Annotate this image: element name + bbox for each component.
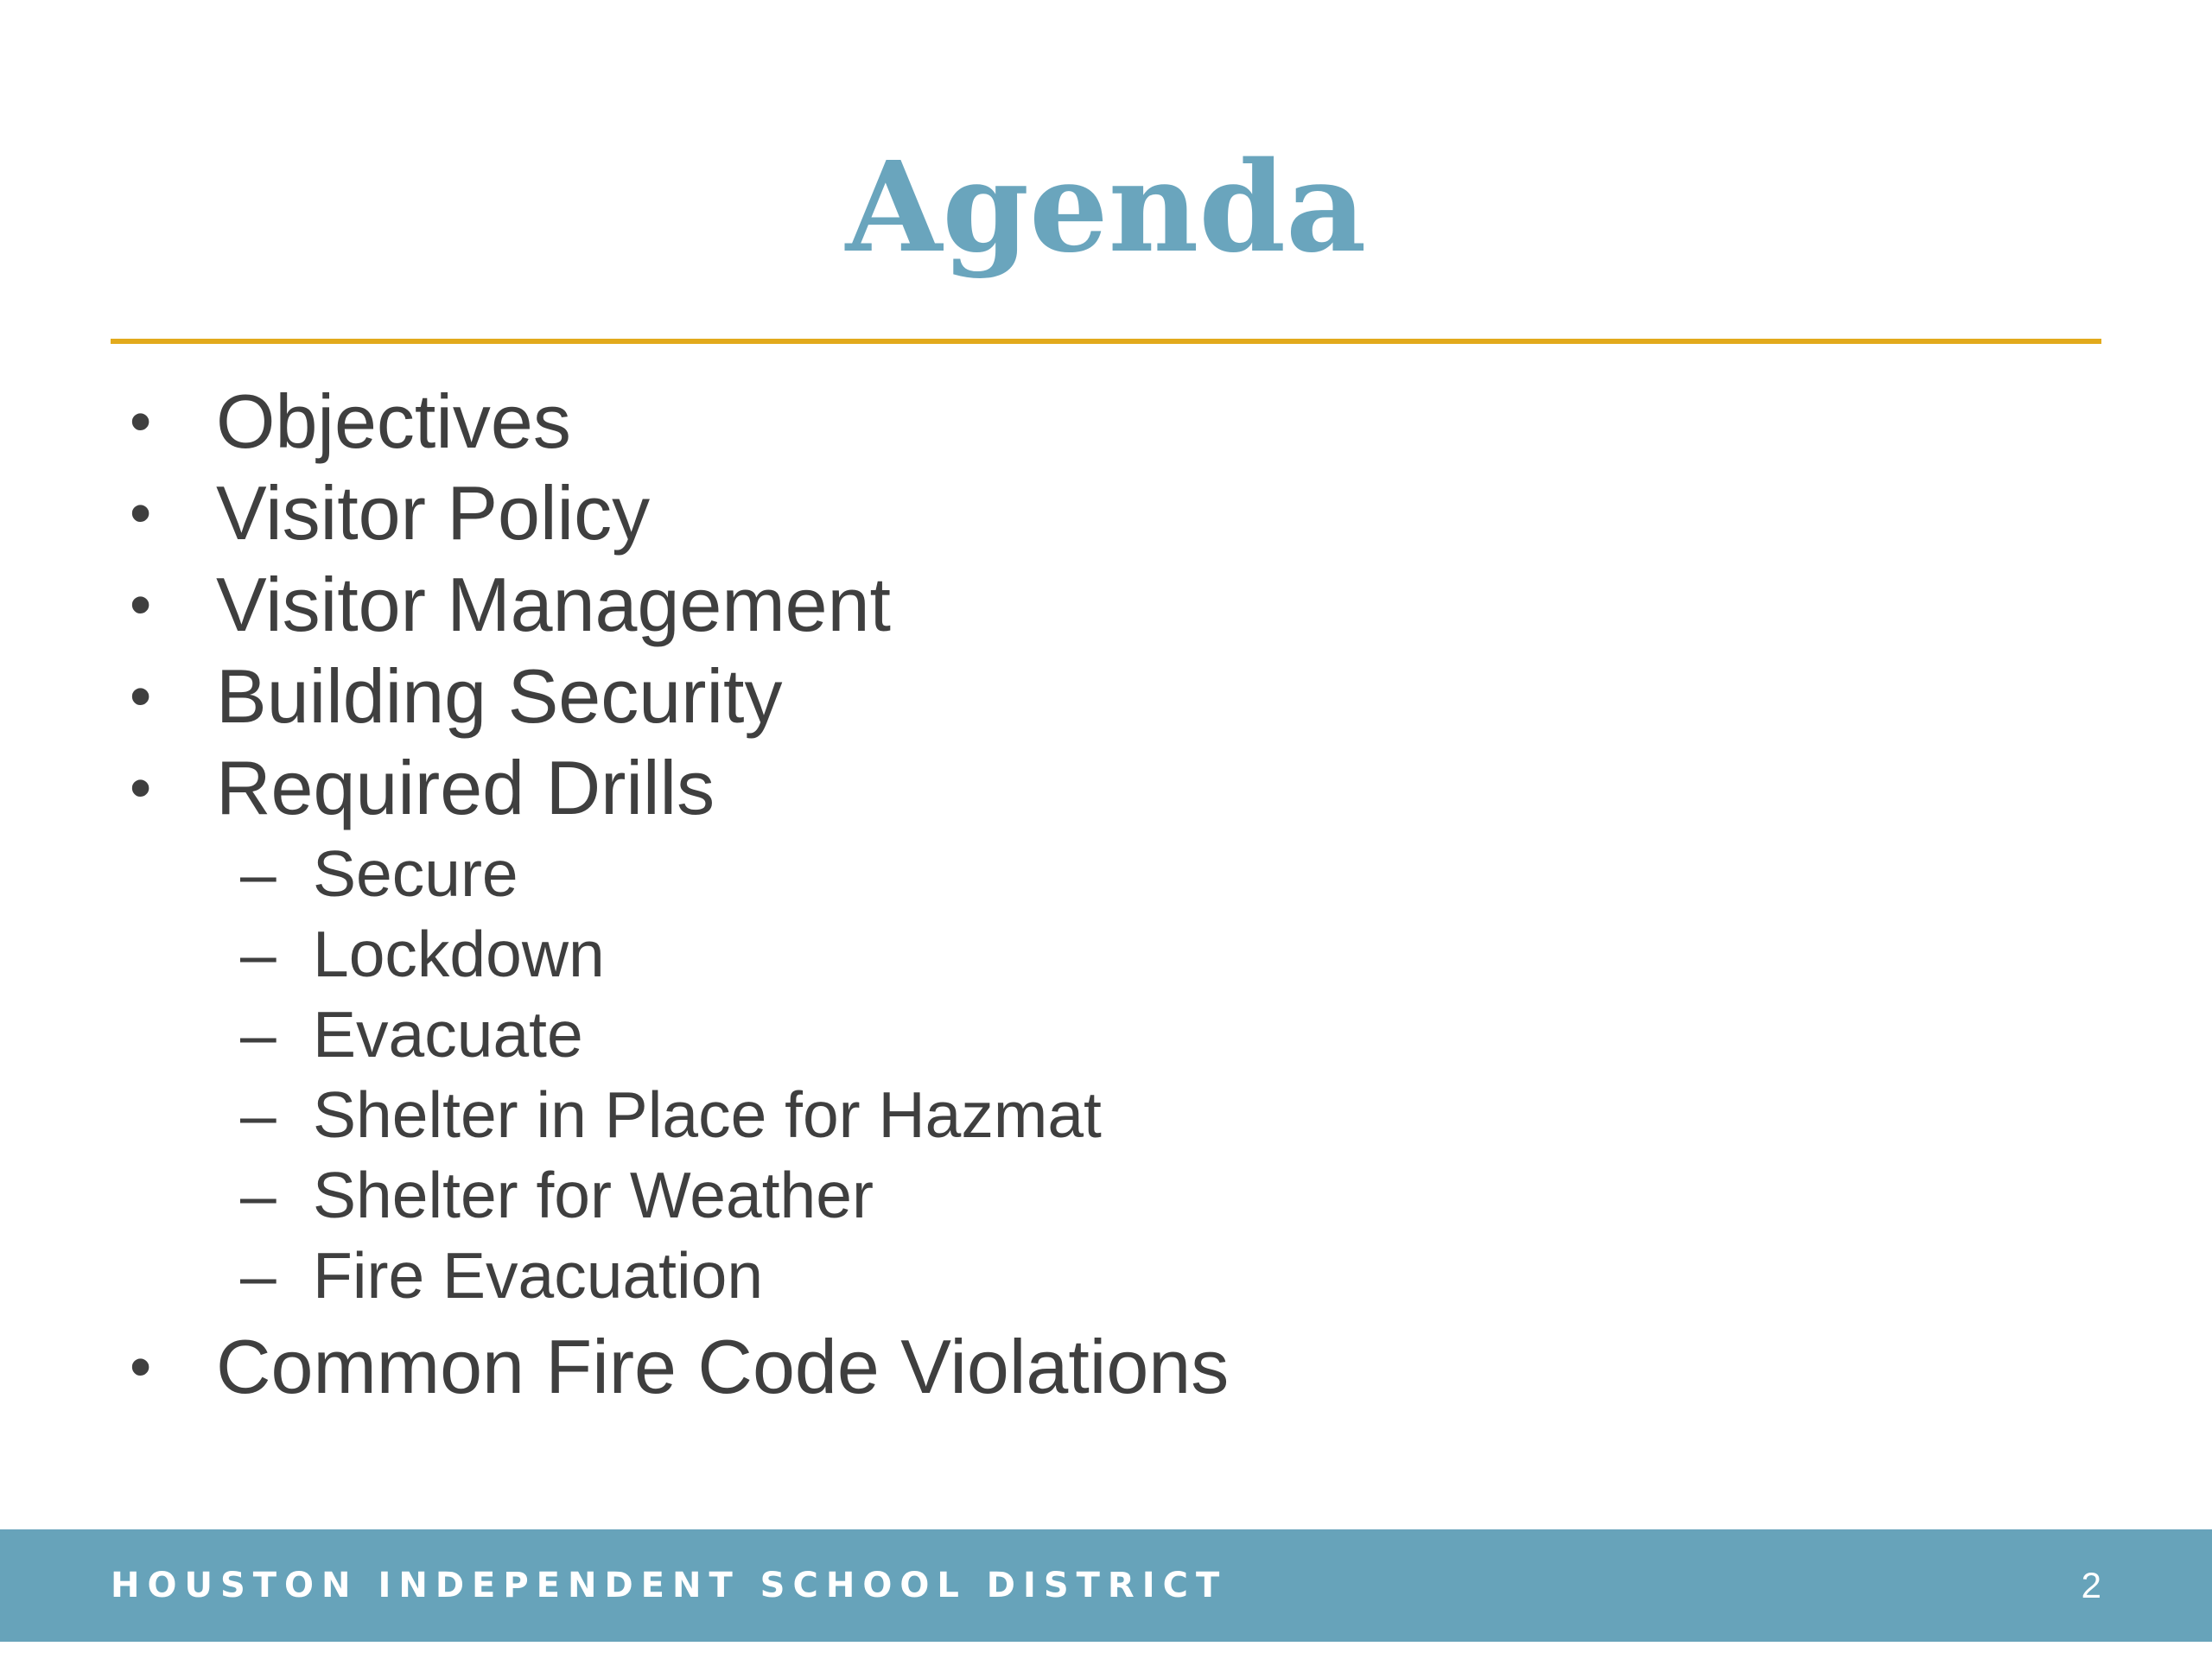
sub-list-item xyxy=(0,1075,2212,1155)
list-item xyxy=(0,651,2212,742)
list-item-label: Visitor Management xyxy=(216,562,891,647)
footer-bar xyxy=(0,1529,2212,1642)
dash-marker: – xyxy=(240,1239,276,1312)
list-item-label: Visitor Policy xyxy=(216,470,651,556)
sub-list-item xyxy=(0,914,2212,995)
dash-marker: – xyxy=(240,998,276,1071)
list-item-label: Building Security xyxy=(216,653,783,739)
list-item-label: Required Drills xyxy=(216,745,715,830)
sub-list-item xyxy=(0,995,2212,1075)
sub-list-item-label: Lockdown xyxy=(313,918,605,990)
list-item xyxy=(0,559,2212,651)
bullet-marker: • xyxy=(130,479,152,548)
slide-title: Agenda xyxy=(845,134,1367,280)
list-item xyxy=(0,1321,2212,1413)
sub-list-item xyxy=(0,834,2212,914)
sub-list-item-label: Secure xyxy=(313,837,518,910)
dash-marker: – xyxy=(240,918,276,990)
bullet-marker: • xyxy=(130,387,152,456)
dash-marker: – xyxy=(240,837,276,910)
sub-list-item-label: Evacuate xyxy=(313,998,583,1071)
sub-list-item-label: Shelter for Weather xyxy=(313,1159,874,1231)
sub-list-item xyxy=(0,1236,2212,1316)
list-item xyxy=(0,376,2212,467)
footer-organization: HOUSTON INDEPENDENT SCHOOL DISTRICT xyxy=(111,1566,1228,1605)
dash-marker: – xyxy=(240,1159,276,1231)
bullet-marker: • xyxy=(130,662,152,731)
agenda-list xyxy=(0,376,2212,1413)
bullet-marker: • xyxy=(130,570,152,639)
list-item xyxy=(0,742,2212,834)
page-number: 2 xyxy=(2081,1565,2101,1605)
list-item-label: Common Fire Code Violations xyxy=(216,1324,1230,1409)
sub-list-item-label: Fire Evacuation xyxy=(313,1239,764,1312)
sub-list-item-label: Shelter in Place for Hazmat xyxy=(313,1078,1102,1151)
bullet-marker: • xyxy=(130,1332,152,1402)
sub-list-item xyxy=(0,1155,2212,1236)
title-divider xyxy=(111,339,2101,344)
list-item xyxy=(0,467,2212,559)
list-item-label: Objectives xyxy=(216,378,571,464)
dash-marker: – xyxy=(240,1078,276,1151)
bullet-marker: • xyxy=(130,753,152,823)
